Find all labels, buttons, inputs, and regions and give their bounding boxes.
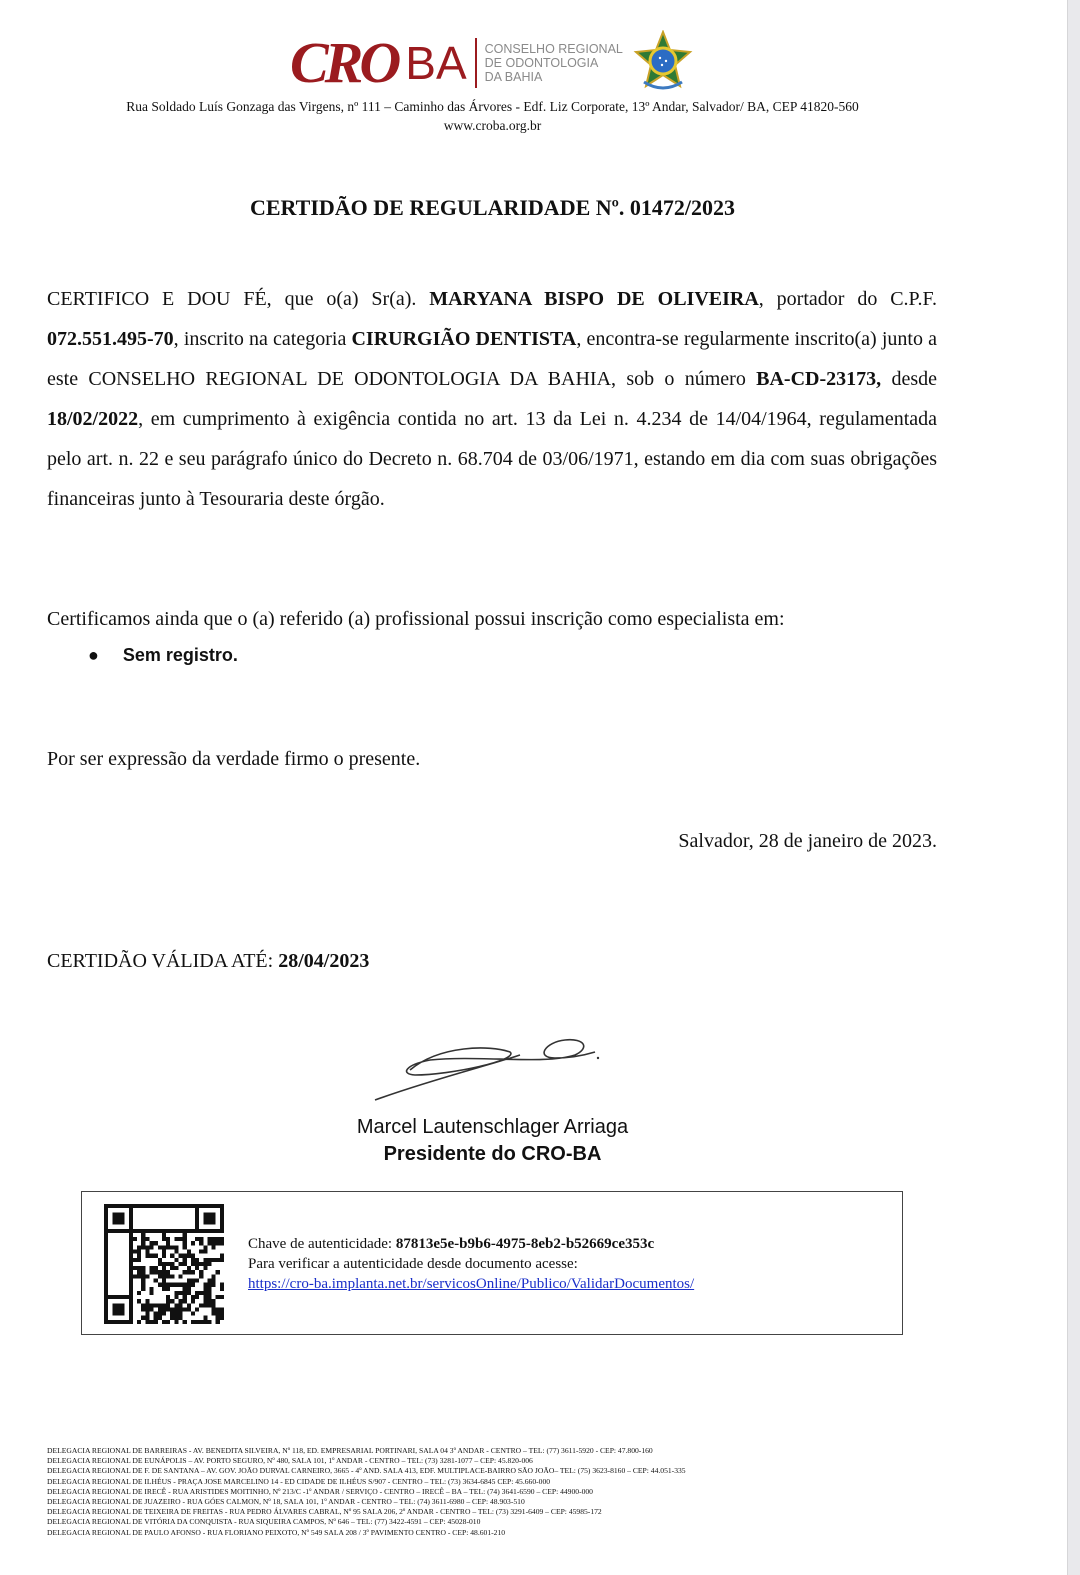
validity-date: 28/04/2023: [278, 950, 370, 972]
footer-line: DELEGACIA REGIONAL DE F. DE SANTANA – AV. GOV. JOÃO DURVAL CARNEIRO, 3665 - 4º AND. SALA 413, EDF. MULTIPLACE-BAIRRO SÃO JOÃO– TEL: (75) 3623-8160 – CEP: 44.051-335: [47, 1466, 686, 1476]
certificate-title: CERTIDÃO DE REGULARIDADE Nº. 01472/2023: [249, 195, 736, 220]
validation-link[interactable]: https://cro-ba.implanta.net.br/servicosOnline/Publico/ValidarDocumentos/: [248, 1276, 695, 1292]
council-name: [485, 42, 623, 84]
cpf-number: 072.551.495-70: [47, 328, 174, 350]
footer-line: DELEGACIA REGIONAL DE BARREIRAS - AV. BENEDITA SILVEIRA, Nº 118, ED. EMPRESARIAL PORTINARI, SALA 04 3º ANDAR - CENTRO – TEL: (77) 3611-5920 - CEP: 47.800-160: [47, 1446, 653, 1455]
council-line: DE ODONTOLOGIA: [484, 56, 599, 70]
footer-regional-offices: [47, 1446, 686, 1538]
text: desde: [881, 368, 937, 390]
header-address: [0, 97, 985, 135]
category: CIRURGIÃO DENTISTA: [351, 328, 577, 350]
specialty-paragraph: Certificamos ainda que o (a) referido (a) profissional possui inscrição como especialista em:: [47, 608, 785, 630]
website-text: www.croba.org.br: [443, 118, 542, 133]
page-edge: [1067, 0, 1080, 1575]
authentication-box: [81, 1191, 903, 1335]
key-label: Chave de autenticidade:: [248, 1236, 396, 1252]
council-line: DA BAHIA: [484, 70, 543, 84]
footer-line: DELEGACIA REGIONAL DE PAULO AFONSO - RUA FLORIANO PEIXOTO, Nº 549 SALA 208 / 3º PAVIMENTO CENTRO - CEP: 48.601-210: [47, 1527, 506, 1537]
footer-line: DELEGACIA REGIONAL DE EUNÁPOLIS – AV. PORTO SEGURO, Nº 480, SALA 101, 1º ANDAR - CENTRO – TEL: (73) 3281-1077 – CEP: 45.820-006: [47, 1456, 533, 1466]
closing-paragraph: Por ser expressão da verdade firmo o presente.: [47, 748, 421, 770]
text: , em cumprimento à exigência contida no art. 13 da Lei n. 4.234 de 14/04/1964, regulamentada pelo art. n. 22 e seu parágrafo único do Decreto n. 68.704 de 03/06/1971, estando em dia com suas obrigações financeiras junto à Tesouraria deste órgão.: [47, 408, 937, 510]
authentication-key: 87813e5e-b9b6-4975-8eb2-b52669ce353c: [395, 1236, 655, 1252]
footer-line: DELEGACIA REGIONAL DE TEIXEIRA DE FREITAS - RUA PEDRO ÁLVARES CABRAL, Nº 95 SALA 206, 2º ANDAR - CENTRO – TEL: (73) 3291-6409 – CEP: 45985-172: [47, 1507, 602, 1517]
signatory: [0, 1114, 985, 1168]
registration-date: 18/02/2022: [47, 408, 139, 430]
signature-image: [370, 1030, 610, 1110]
footer-line: DELEGACIA REGIONAL DE ILHÉUS - PRAÇA JOSE MARCELINO 14 - ED CIDADE DE ILHÉUS S/907 - CENTRO – TEL: (73) 3634-6845 CEP: 45.660-000: [47, 1476, 551, 1486]
signatory-name: Marcel Lautenschlager Arriaga: [356, 1116, 629, 1138]
text: , inscrito na categoria: [173, 328, 352, 350]
logo-cro-text: CRO: [290, 30, 398, 95]
specialty-value: Sem registro.: [122, 645, 238, 665]
place-date: Salvador, 28 de janeiro de 2023.: [678, 830, 937, 852]
validity: [47, 941, 937, 981]
verify-text: Para verificar a autenticidade desde documento acesse:: [248, 1256, 578, 1272]
logo-separator: [475, 38, 477, 88]
specialty-item: [88, 645, 238, 666]
address-text: Rua Soldado Luís Gonzaga das Virgens, nº 111 – Caminho das Árvores - Edf. Liz Corporate, 13º Andar, Salvador/ BA, CEP 41820-560: [126, 99, 859, 114]
certificate-body: [47, 279, 937, 519]
text: , portador do C.P.F.: [758, 288, 937, 310]
footer-line: DELEGACIA REGIONAL DE JUAZEIRO - RUA GÓES CALMON, Nº 18, SALA 101, 1º ANDAR - CENTRO – TEL: (74) 3611-6980 – CEP: 48.903-510: [47, 1497, 525, 1507]
council-line: CONSELHO REGIONAL: [484, 42, 623, 56]
brazil-coat-of-arms-icon: [632, 30, 694, 94]
qr-code-icon: [104, 1204, 224, 1324]
authentication-info: [248, 1234, 694, 1294]
text: CERTIFICO E DOU FÉ, que o(a) Sr(a).: [47, 288, 430, 310]
footer-line: DELEGACIA REGIONAL DE IRECÊ - RUA ARISTIDES MOITINHO, Nº 213/C -1º ANDAR / SERVIÇO - CENTRO – IRECÊ – BA – TEL: (74) 3641-6590 – CEP: 44900-000: [47, 1486, 593, 1496]
bullet-icon: ●: [88, 645, 99, 665]
signatory-role: Presidente do CRO-BA: [383, 1143, 602, 1165]
footer-line: DELEGACIA REGIONAL DE VITÓRIA DA CONQUISTA - RUA SIQUEIRA CAMPOS, Nº 646 – TEL: (77) 3422-4591 – CEP: 45028-010: [47, 1517, 481, 1527]
validity-label: CERTIDÃO VÁLIDA ATÉ:: [47, 950, 279, 972]
text: , encontra-se regularmente inscrito(a) junto a este CONSELHO REGIONAL DE ODONTOLOGIA DA BAHIA, sob o número: [47, 328, 938, 390]
holder-name: MARYANA BISPO DE OLIVEIRA: [429, 288, 759, 310]
cro-ba-logo: [290, 30, 623, 95]
logo-ba-text: BA: [405, 37, 467, 89]
registration-number: BA-CD-23173,: [756, 368, 882, 390]
